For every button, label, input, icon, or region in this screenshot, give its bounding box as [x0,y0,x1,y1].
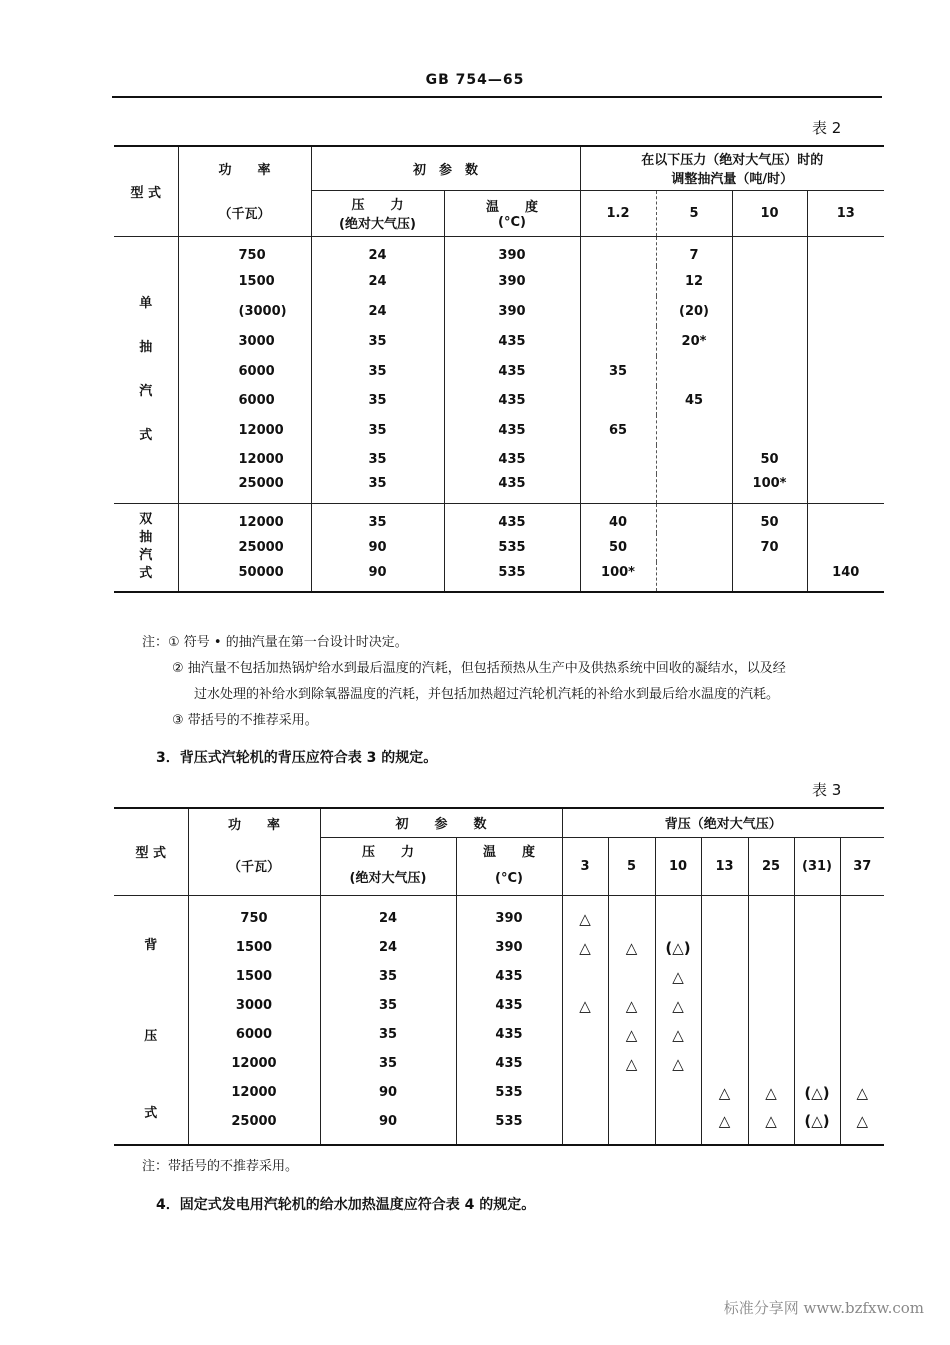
table3-mark-cell: △ [655,991,701,1020]
table2-temp-label: 温 度 [485,200,538,215]
table3-mark-cell [794,1020,840,1049]
table2-cell: 535 [444,562,580,592]
table2-col-13: 13 [807,190,884,236]
table2-type-char: 汽 [139,548,153,564]
table2-cell: (20) [656,296,732,326]
table2-cell [732,236,807,266]
table-row [114,1049,884,1078]
table2-cell: (3000) [178,296,311,326]
table2-cell: 35 [311,415,444,445]
table3-pressure-label: 压 力 [361,845,414,860]
table-row [114,503,884,533]
table3-mark-cell [655,895,701,933]
table3-mark-cell [794,1049,840,1078]
table2-cell: 140 [807,562,884,592]
table2-cell: 3000 [178,326,311,356]
table2-cell: 12000 [178,445,311,474]
table2-cell: 90 [311,533,444,562]
table2-cell [807,326,884,356]
table3 [114,807,884,1146]
table-row [114,474,884,503]
table2-type-char: 式 [139,427,153,443]
table3-type-label: 背 [144,937,158,953]
table3-cell: 35 [320,1020,456,1049]
table2-note-2: ② 抽汽量不包括加热锅炉给水到最后温度的汽耗，但包括预热从生产中及供热系统中回收的凝结水，以及经 [172,661,786,676]
table3-mark-cell [794,991,840,1020]
table3-mark-cell: △ [748,1107,794,1145]
table3-mark-cell [701,933,748,962]
table2-cell [580,236,656,266]
table3-cell: 12000 [188,1049,320,1078]
table2-cell [656,503,732,533]
table2-cell: 50000 [178,562,311,592]
table3-note: 注：带括号的不推荐采用。 [142,1159,299,1174]
table3-mark-cell [840,1020,884,1049]
table2-cell: 390 [444,266,580,296]
table3-type-header: 型 式 [114,808,188,895]
table2-cell: 435 [444,326,580,356]
table3-mark-cell [701,1049,748,1078]
table2-cell [807,236,884,266]
table3-mark-cell [840,933,884,962]
table3-mark-cell [748,1020,794,1049]
table3-cell: 35 [320,991,456,1020]
table3-cell: 24 [320,933,456,962]
table2-type-label [114,236,178,503]
table2-cell [656,415,732,445]
table2-cell [580,266,656,296]
table3-mark-cell [562,962,608,991]
table3-power-header: 功 率 [188,808,320,837]
table-row [114,562,884,592]
table2-cell: 90 [311,562,444,592]
table2-cell: 435 [444,386,580,415]
table2-cell: 7 [656,236,732,266]
table2-cell: 35 [311,356,444,386]
table2-note-1: 注：① 符号 • 的抽汽量在第一台设计时决定。 [142,635,408,650]
table2-cell: 50 [732,503,807,533]
table3-mark-cell [562,1020,608,1049]
table2-cell [807,386,884,415]
table2-cell [656,533,732,562]
table3-temp-unit: (°C) [495,871,523,886]
header-rule [112,96,882,98]
table2-cell: 25000 [178,533,311,562]
table2-temp-header [444,190,580,236]
table2-cell [732,296,807,326]
table2-cell: 12000 [178,415,311,445]
table3-mark-cell [748,1049,794,1078]
table3-cell: 3000 [188,991,320,1020]
table2-cell: 12000 [178,503,311,533]
table3-temp-label: 温 度 [482,845,535,860]
table3-mark-cell [608,962,655,991]
table3-mark-cell: △ [748,1078,794,1107]
table3-mark-cell [701,1020,748,1049]
table2-cell: 750 [178,236,311,266]
table2-cell [807,415,884,445]
table-row [114,236,884,266]
table3-cell: 6000 [188,1020,320,1049]
table-row [114,1107,884,1145]
table-row [114,895,884,933]
table3-mark-cell [701,895,748,933]
table2-cell [732,562,807,592]
table2-type-char: 抽 [139,530,153,546]
table2-group-double [114,503,884,592]
table3-mark-cell: △ [655,1020,701,1049]
table2-cell: 24 [311,266,444,296]
table3-caption: 表 3 [812,781,842,799]
table3-mark-cell [840,895,884,933]
table3-mark-cell [840,991,884,1020]
table-row [114,386,884,415]
table2-pressure-header [311,190,444,236]
document-header: GB 754—65 [425,72,525,88]
table2-cell: 100* [732,474,807,503]
table3-cell: 535 [456,1107,562,1145]
table3-mark-cell [562,1107,608,1145]
table2-power-unit: （千瓦） [178,190,311,236]
table3-cell: 435 [456,991,562,1020]
table2-col-1.2: 1.2 [580,190,656,236]
table3-cell: 25000 [188,1107,320,1145]
table3-mark-cell [794,933,840,962]
table2-cell: 35 [311,445,444,474]
watermark: 标准分享网 www.bzfxw.com [723,1299,924,1317]
table2-cell [732,266,807,296]
table2-cell [807,356,884,386]
table2-cell: 35 [311,474,444,503]
table2-type-char: 式 [139,566,153,582]
table2-cell: 50 [732,445,807,474]
table2-cell [732,415,807,445]
table3-mark-cell [701,991,748,1020]
table3-cell: 35 [320,1049,456,1078]
table3-cell: 12000 [188,1078,320,1107]
table2-cell [807,296,884,326]
table-row [114,1078,884,1107]
table2-cell: 435 [444,503,580,533]
table3-mark-cell [794,962,840,991]
table2-cell: 65 [580,415,656,445]
table3-cell: 435 [456,962,562,991]
table3-mark-cell: △ [655,962,701,991]
table2-type-char: 汽 [139,383,153,399]
table2-cell [807,445,884,474]
table-row [114,533,884,562]
table2-cell [732,356,807,386]
table2-type-char: 双 [139,512,153,528]
table3-mark-cell [748,991,794,1020]
table3-mark-cell: (△) [794,1078,840,1107]
table3-mark-cell: △ [562,933,608,962]
table3-mark-cell [655,1078,701,1107]
table3-pressure-unit: (绝对大气压) [349,871,427,886]
table2-cell [580,474,656,503]
table2-cell: 20* [656,326,732,356]
table2-cell: 40 [580,503,656,533]
table2-group-single [114,236,884,503]
table2-cell [807,503,884,533]
table3-body [114,895,884,1145]
table3-power-unit: （千瓦） [188,837,320,895]
table3-mark-cell: △ [840,1078,884,1107]
table3-mark-cell [840,962,884,991]
table2-extraction-line2: 调整抽汽量（吨/时） [671,172,794,188]
table-row [114,415,884,445]
table3-mark-cell: △ [562,895,608,933]
table2-cell [656,445,732,474]
table2-cell: 435 [444,445,580,474]
table3-initial-header: 初 参 数 [320,808,562,837]
table2-cell: 6000 [178,386,311,415]
table-row [114,326,884,356]
table3-mark-cell [701,962,748,991]
table2-cell: 50 [580,533,656,562]
table3-cell: 435 [456,1020,562,1049]
table2-cell: 435 [444,474,580,503]
table3-cell: 90 [320,1107,456,1145]
table3-cell: 1500 [188,933,320,962]
table-row [114,445,884,474]
table3-cell: 1500 [188,962,320,991]
table3-col-31: (31) [794,837,840,895]
table3-mark-cell [608,1078,655,1107]
table3-type-label: 压 [144,1029,158,1044]
table3-cell: 750 [188,895,320,933]
table2-cell: 435 [444,356,580,386]
table3-mark-cell: △ [608,1020,655,1049]
table2-cell: 1500 [178,266,311,296]
table2-cell: 35 [311,503,444,533]
table3-mark-cell [748,895,794,933]
table3-mark-cell [840,1049,884,1078]
table-row [114,1020,884,1049]
table-row [114,356,884,386]
table2-cell [656,562,732,592]
table3-mark-cell [748,962,794,991]
table3-cell: 90 [320,1078,456,1107]
table2-cell [807,474,884,503]
table2-col-10: 10 [732,190,807,236]
table2-notes [142,630,887,734]
table3-mark-cell: △ [701,1107,748,1145]
table3-mark-cell: △ [608,933,655,962]
table2-caption: 表 2 [812,119,842,137]
table2-cell: 12 [656,266,732,296]
table3-cell: 390 [456,895,562,933]
table2-cell [580,386,656,415]
table3-temp-header [456,837,562,895]
table-row [114,991,884,1020]
table3-col-13: 13 [701,837,748,895]
table3-mark-cell [608,895,655,933]
table2-type-char: 单 [139,295,153,311]
table3-mark-cell: (△) [794,1107,840,1145]
table3-col-37: 37 [840,837,884,895]
table2-initial-header: 初 参 数 [311,146,580,190]
table3-mark-cell [562,1078,608,1107]
table2-type-header: 型 式 [114,146,178,236]
table3-cell: 535 [456,1078,562,1107]
table2-pressure-unit: (绝对大气压) [339,217,416,232]
table3-mark-cell: △ [840,1107,884,1145]
table2-cell [732,386,807,415]
table2-cell: 390 [444,236,580,266]
table3-back-header: 背压（绝对大气压） [562,808,884,837]
table3-mark-cell [608,1107,655,1145]
table2 [114,145,884,593]
table3-cell: 390 [456,933,562,962]
table2-cell: 435 [444,415,580,445]
table2-cell [580,296,656,326]
table2-pressure-label: 压 力 [351,198,404,213]
table2-cell [580,326,656,356]
table2-extraction-header [580,146,884,190]
table3-mark-cell: △ [608,1049,655,1078]
paragraph-3: 3．背压式汽轮机的背压应符合表 3 的规定。 [156,750,438,766]
table3-col-3: 3 [562,837,608,895]
table2-cell: 25000 [178,474,311,503]
table-row [114,962,884,991]
table2-power-header: 功 率 [178,146,311,190]
table3-mark-cell: (△) [655,933,701,962]
table2-cell: 24 [311,296,444,326]
table2-cell: 45 [656,386,732,415]
table3-mark-cell [655,1107,701,1145]
table3-mark-cell: △ [562,991,608,1020]
table3-cell: 35 [320,962,456,991]
table2-cell: 390 [444,296,580,326]
table2-cell: 35 [580,356,656,386]
table2-cell [807,533,884,562]
table2-extraction-line1: 在以下压力（绝对大气压）时的 [641,153,824,169]
table3-col-10: 10 [655,837,701,895]
table3-type-label: 式 [144,1105,158,1121]
table-row [114,266,884,296]
table3-mark-cell: △ [608,991,655,1020]
table3-mark-cell [748,933,794,962]
table3-col-5: 5 [608,837,655,895]
table-row [114,933,884,962]
paragraph-4: 4．固定式发电用汽轮机的给水加热温度应符合表 4 的规定。 [156,1197,536,1213]
table3-cell: 24 [320,895,456,933]
table3-mark-cell [794,895,840,933]
table3-cell: 435 [456,1049,562,1078]
table2-note-3: ③ 带括号的不推荐采用。 [172,713,318,728]
table2-type-char: 抽 [139,339,153,355]
table2-cell: 24 [311,236,444,266]
table3-mark-cell [562,1049,608,1078]
table-row [114,296,884,326]
table2-cell [807,266,884,296]
table2-cell [656,474,732,503]
table3-mark-cell: △ [655,1049,701,1078]
table2-note-2-cont: 过水处理的补给水到除氧器温度的汽耗，并包括加热超过汽轮机汽耗的补给水到最后给水温度的汽耗。 [194,687,780,702]
table2-cell [580,445,656,474]
table2-cell: 100* [580,562,656,592]
table2-type-label [114,503,178,592]
table2-cell: 535 [444,533,580,562]
table3-mark-cell: △ [701,1078,748,1107]
table3-col-25: 25 [748,837,794,895]
table2-cell: 35 [311,386,444,415]
table2-cell [656,356,732,386]
table3-pressure-header [320,837,456,895]
table2-temp-unit: (°C) [498,215,526,230]
table2-cell: 6000 [178,356,311,386]
table2-cell [732,326,807,356]
table2-cell: 70 [732,533,807,562]
table2-cell: 35 [311,326,444,356]
table2-col-5: 5 [656,190,732,236]
